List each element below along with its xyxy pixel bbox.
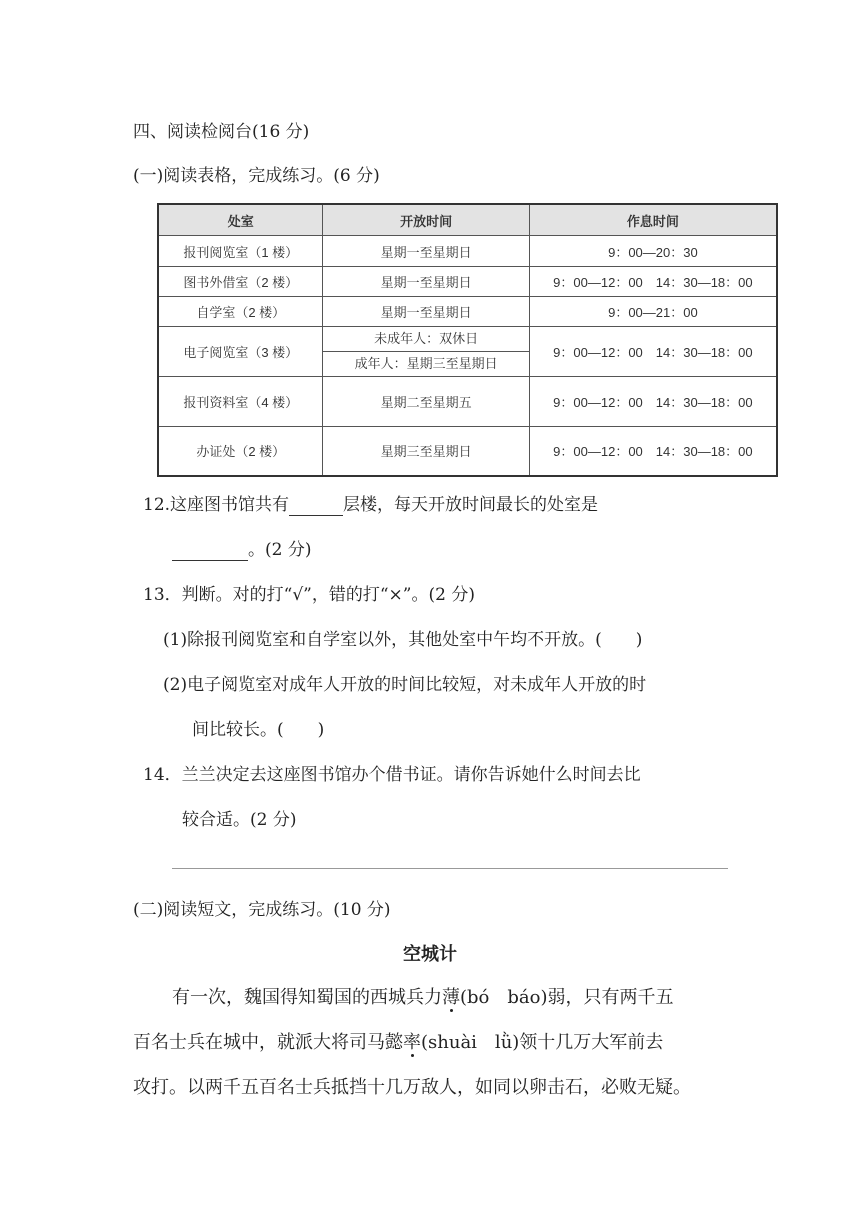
table-row (158, 236, 777, 267)
cell-hours: 9：00—12：00 14：30—18：00 (529, 267, 777, 297)
story-text: 百名士兵在城中，就派大将司马懿 (133, 1032, 403, 1053)
cell-room: 办证处（2 楼） (158, 427, 323, 476)
question-12-line2 (172, 535, 311, 561)
story-title: 空城计 (403, 944, 457, 964)
cell-open: 星期三至星期日 (323, 427, 529, 476)
story-paragraph-line3: 攻打。以两千五百名士兵抵挡十几万敌人，如同以卵击石，必败无疑。 (133, 1077, 691, 1098)
library-schedule-table (157, 203, 778, 477)
header-hours: 作息时间 (529, 204, 777, 236)
section-heading: 四、阅读检阅台(16 分) (133, 122, 310, 142)
cell-open-minor: 未成年人：双休日 (323, 327, 528, 352)
dotted-char: 率 (403, 1032, 421, 1053)
story-text: (shuài lǜ)领十几万大军前去 (421, 1032, 664, 1053)
cell-room: 报刊阅览室（1 楼） (158, 236, 323, 267)
question-13-item2-line1: (2)电子阅览室对成年人开放的时间比较短，对未成年人开放的时 (163, 675, 647, 695)
table-row (158, 297, 777, 327)
cell-open: 星期一至星期日 (323, 267, 529, 297)
question-14-line1: 14．兰兰决定去这座图书馆办个借书证。请你告诉她什么时间去比 (143, 765, 641, 785)
cell-room: 报刊资料室（4 楼） (158, 377, 323, 427)
part1-heading: (一)阅读表格，完成练习。(6 分) (133, 166, 380, 186)
story-text: (bó báo)弱，只有两千五 (460, 987, 674, 1008)
q12-text-a: 12.这座图书馆共有 (143, 495, 290, 515)
cell-open: 星期一至星期日 (323, 297, 529, 327)
question-13-stem: 13．判断。对的打“√”，错的打“×”。(2 分) (143, 585, 475, 605)
story-paragraph-line2 (133, 1028, 663, 1054)
table-header-row (158, 204, 777, 236)
cell-hours: 9：00—21：00 (529, 297, 777, 327)
question-12-line1 (143, 490, 598, 516)
question-14-line2: 较合适。(2 分) (182, 810, 297, 830)
cell-open-adult: 成年人：星期三至星期日 (354, 356, 498, 371)
question-13-item1: (1)除报刊阅览室和自学室以外，其他处室中午均不开放。( ) (163, 630, 643, 650)
table-row (158, 427, 777, 476)
cell-room: 图书外借室（2 楼） (158, 267, 323, 297)
q12-text-c: 。(2 分) (248, 540, 312, 560)
cell-room: 电子阅览室（3 楼） (158, 327, 323, 377)
cell-open: 星期一至星期日 (323, 236, 529, 267)
cell-hours: 9：00—12：00 14：30—18：00 (529, 427, 777, 476)
table-row (158, 327, 777, 377)
story-paragraph-line1 (172, 983, 674, 1009)
q12-room-blank[interactable] (172, 540, 248, 561)
dotted-char: 薄 (442, 987, 460, 1008)
story-text: 有一次，魏国得知蜀国的西城兵力 (172, 987, 442, 1008)
cell-open: 星期二至星期五 (323, 377, 529, 427)
table-row (158, 267, 777, 297)
part2-heading: (二)阅读短文，完成练习。(10 分) (133, 900, 391, 920)
cell-open-split (323, 327, 529, 377)
cell-hours: 9：00—12：00 14：30—18：00 (529, 327, 777, 377)
header-open-days: 开放时间 (323, 204, 529, 236)
cell-room: 自学室（2 楼） (158, 297, 323, 327)
cell-hours: 9：00—20：30 (529, 236, 777, 267)
table-row (158, 377, 777, 427)
header-room: 处室 (158, 204, 323, 236)
q12-floor-blank[interactable] (289, 495, 343, 516)
cell-hours: 9：00—12：00 14：30—18：00 (529, 377, 777, 427)
q14-answer-line[interactable] (172, 868, 728, 869)
q12-text-b: 层楼，每天开放时间最长的处室是 (343, 495, 599, 515)
question-13-item2-line2: 间比较长。( ) (192, 720, 325, 740)
